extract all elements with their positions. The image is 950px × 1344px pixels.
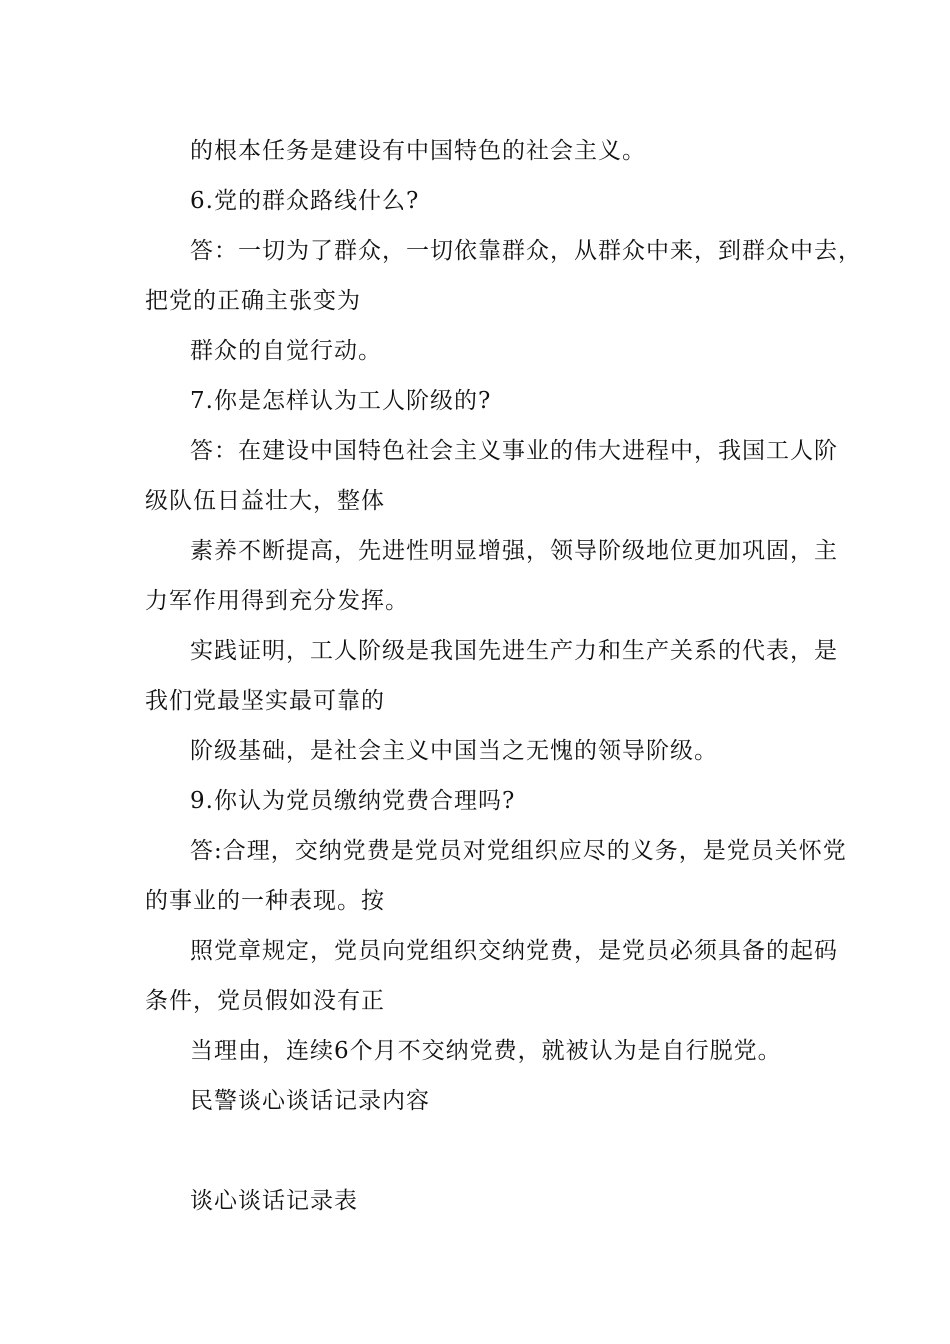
question-6: 6.党的群众路线什么? <box>190 188 420 214</box>
answer-6-line: 群众的自觉行动。 <box>190 338 382 364</box>
answer-6-line: 答：一切为了群众，一切依靠群众，从群众中来，到群众中去， <box>190 238 862 264</box>
answer-7-line: 答：在建设中国特色社会主义事业的伟大进程中，我国工人阶 <box>190 438 838 464</box>
question-7: 7.你是怎样认为工人阶级的? <box>190 388 492 414</box>
answer-7-line: 素养不断提高，先进性明显增强，领导阶级地位更加巩固，主 <box>190 538 838 564</box>
record-table-title: 谈心谈话记录表 <box>190 1188 358 1214</box>
answer-7-line: 力军作用得到充分发挥。 <box>145 588 409 614</box>
answer-9-line: 的事业的一种表现。按 <box>145 888 385 914</box>
answer-9-line: 答:合理，交纳党费是党员对党组织应尽的义务，是党员关怀党 <box>190 838 847 864</box>
answer-7-line: 我们党最坚实最可靠的 <box>145 688 385 714</box>
answer-7-line: 实践证明，工人阶级是我国先进生产力和生产关系的代表，是 <box>190 638 838 664</box>
answer-9-line: 条件，党员假如没有正 <box>145 988 385 1014</box>
answer-7-line: 级队伍日益壮大，整体 <box>145 488 385 514</box>
paragraph-line: 的根本任务是建设有中国特色的社会主义。 <box>190 138 646 164</box>
answer-9-line: 当理由，连续6个月不交纳党费，就被认为是自行脱党。 <box>190 1038 782 1064</box>
section-heading: 民警谈心谈话记录内容 <box>190 1088 430 1114</box>
answer-7-line: 阶级基础，是社会主义中国当之无愧的领导阶级。 <box>190 738 718 764</box>
answer-6-line: 把党的正确主张变为 <box>145 288 361 314</box>
answer-9-line: 照党章规定，党员向党组织交纳党费，是党员必须具备的起码 <box>190 938 838 964</box>
question-9: 9.你认为党员缴纳党费合理吗? <box>190 788 516 814</box>
